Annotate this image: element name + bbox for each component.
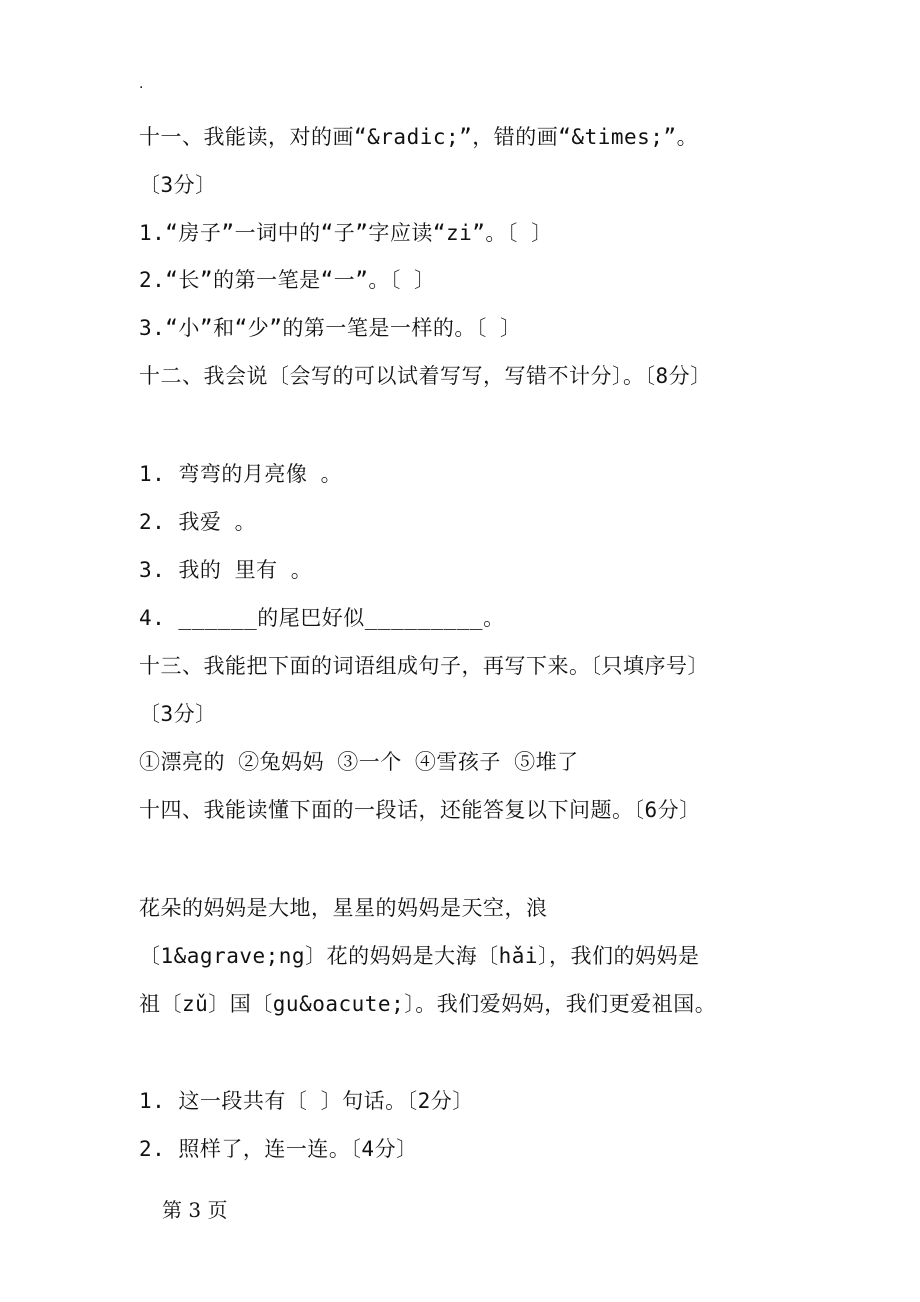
question-11-3: 3.“小”和“少”的第一笔是一样的。〔 〕	[139, 316, 522, 340]
section-11-title: 十一、我能读，对的画“&radic;”，错的画“&times;”。	[139, 125, 699, 149]
question-12-3: 3. 我的 里有 。	[139, 558, 313, 582]
question-12-4: 4. ______的尾巴好似_________。	[139, 606, 505, 630]
question-14-1: 1. 这一段共有〔 〕句话。〔2分〕	[139, 1089, 474, 1113]
section-12-title: 十二、我会说〔会写的可以试着写写，写错不计分〕。〔8分〕	[139, 364, 712, 388]
question-12-2: 2. 我爱 。	[139, 510, 257, 534]
question-11-2: 2.“长”的第一笔是“一”。〔 〕	[139, 268, 436, 292]
passage-line-3: 祖〔zǔ〕国〔gu&oacute;〕。我们爱妈妈，我们更爱祖国。	[139, 992, 717, 1016]
header-dot: .	[139, 76, 144, 92]
section-13-title: 十三、我能把下面的词语组成句子，再写下来。〔只填序号〕	[139, 654, 709, 678]
question-11-1: 1.“房子”一词中的“子”字应读“zi”。〔 〕	[139, 221, 553, 245]
question-12-1: 1. 弯弯的月亮像 。	[139, 462, 343, 486]
page-number: 第 3 页	[162, 1198, 228, 1222]
passage-line-2: 〔1&agrave;ng〕花的妈妈是大海〔hǎi〕，我们的妈妈是	[139, 944, 700, 968]
section-13-score: 〔3分〕	[139, 702, 217, 726]
question-14-2: 2. 照样了，连一连。〔4分〕	[139, 1137, 418, 1161]
passage-line-1: 花朵的妈妈是大地，星星的妈妈是天空，浪	[139, 896, 548, 920]
section-14-title: 十四、我能读懂下面的一段话，还能答复以下问题。〔6分〕	[139, 798, 701, 822]
section-11-score: 〔3分〕	[139, 173, 217, 197]
section-13-words: ①漂亮的 ②兔妈妈 ③一个 ④雪孩子 ⑤堆了	[139, 750, 579, 774]
